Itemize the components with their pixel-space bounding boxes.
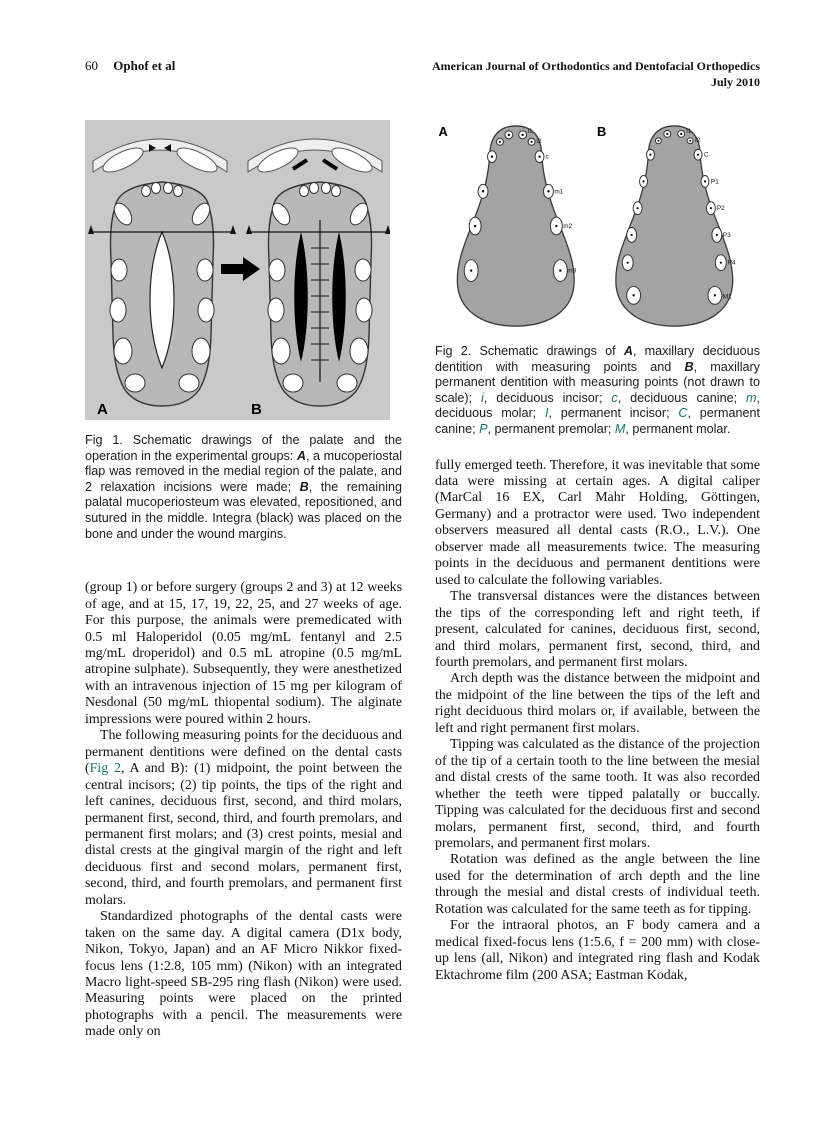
- caption-text: , deciduous molar;: [435, 390, 760, 421]
- tooth-label: i1: [527, 127, 533, 135]
- right-column: [435, 120, 760, 1041]
- figure-1-caption: [85, 433, 402, 542]
- caption-text: , maxillary deciduous dentition with measuring points and: [435, 344, 760, 374]
- caption-text: Fig 1. Schematic drawings of the palate and the operation in the experimental groups:: [85, 433, 402, 463]
- caption-key-M: M: [614, 421, 626, 436]
- fig1-panel-a-letter: A: [97, 401, 108, 418]
- tooth-label: m1: [554, 188, 564, 196]
- paragraph: Rotation was defined as the angle between the line used for the determination of arch depth and the line through the mesial and distal crests of individual teeth. Rotation was calculated for the same teeth as for tipping.: [435, 852, 760, 917]
- paragraph: Tipping was calculated as the distance of the projection of the tip of a certain tooth to the line between the mesial and distal crests of the same tooth. It was also recorded whether the teeth were tipped palatally or buccally. Tipping was calculated for the deciduous first and second molars, permanent first, second, third, and fourth premolars, and permanent first molars.: [435, 737, 760, 851]
- tooth-label: P1: [710, 178, 719, 186]
- caption-panel-a: A: [623, 344, 633, 358]
- figure-1: [85, 120, 402, 425]
- fig1-panel-b-letter: B: [251, 401, 262, 418]
- tooth-label: i2: [536, 137, 542, 145]
- caption-text: , permanent incisor;: [548, 406, 679, 421]
- tooth-label: m3: [567, 267, 577, 275]
- tooth-label: I2: [695, 136, 701, 144]
- issue-date: July 2010: [710, 75, 760, 89]
- caption-key-i: i: [481, 390, 484, 405]
- caption-text: , the remaining palatal mucoperiosteum was elevated, repositioned, and sutured in the middle. Integra (black) was placed on the bone and under the wound margins.: [85, 479, 403, 541]
- caption-text: , a mucoperiostal flap was removed in the medial region of the palate, and 2 relaxation incisions were made;: [85, 448, 402, 494]
- figure-1-image: [85, 120, 390, 420]
- caption-text: Fig 2. Schematic drawings of: [435, 344, 624, 358]
- two-column-layout: [85, 120, 760, 1041]
- paragraph: Arch depth was the distance between the midpoint and the midpoint of the line between the tips of the left and right deciduous third molars or, if available, between the left and right permanent first molars.: [435, 671, 760, 736]
- left-column: [85, 120, 402, 1041]
- running-head-right: [432, 58, 760, 90]
- caption-text: , deciduous canine;: [617, 390, 746, 405]
- figure-2-image: [435, 120, 755, 333]
- tooth-label: P4: [727, 259, 736, 267]
- caption-panel-b: B: [684, 359, 694, 374]
- tooth-label: c: [545, 153, 549, 161]
- caption-text: , maxillary permanent dentition with measuring points (not drawn to scale);: [435, 359, 760, 405]
- caption-key-P: P: [479, 421, 488, 436]
- page-number: 60: [85, 58, 98, 73]
- caption-text: , permanent premolar;: [487, 421, 615, 436]
- caption-text: , permanent molar.: [625, 421, 731, 436]
- tooth-label: m2: [563, 222, 573, 230]
- paragraph: [85, 728, 402, 909]
- fig2-panel-b-letter: B: [596, 123, 607, 139]
- running-head-left: [85, 58, 175, 74]
- journal-name: American Journal of Orthodontics and Dentofacial Orthopedics: [432, 59, 760, 73]
- caption-key-C: C: [678, 406, 688, 421]
- figure-2-caption: [435, 344, 760, 438]
- paragraph: For the intraoral photos, an F body camera and a medical fixed-focus lens (1:5.6, f = 200 mm) with close-up lens (all, Nikon) and integrated ring flash and Kodak Ektachrome film (200 ASA; Eastman Kodak,: [435, 918, 760, 983]
- caption-key-c: c: [611, 390, 618, 405]
- paragraph-text: , A and B): (1) midpoint, the point between the central incisors; (2) tip points, the tips of the right and left canines, deciduous first, second, and third molars, permanent first, second, third, and fourth premolars, and permanent first molars; and (3) crest points, mesial and distal crests at the gingival margin of the right and left deciduous first and second molars, permanent first, second, third, and fourth premolars, and permanent first molars.: [85, 761, 402, 908]
- figure-2: [435, 120, 760, 338]
- caption-panel-b: B: [299, 479, 309, 494]
- caption-key-m: m: [746, 390, 757, 405]
- fig2-arch-a: [457, 126, 576, 326]
- running-authors: Ophof et al: [113, 58, 176, 73]
- caption-text: , permanent canine;: [435, 406, 760, 436]
- tooth-label: M1: [722, 293, 732, 301]
- tooth-label: P2: [716, 205, 725, 213]
- paragraph: Standardized photographs of the dental casts were taken on the same day. A digital camera (D1x body, Nikon, Tokyo, Japan) and an AF Micro Nikkor fixed-focus lens (1:2.8, 105 mm) (Nikon) with an integrated Macro light-speed SB-295 ring flash (Nikon) were used. Measuring points were placed on the printed photographs with a pencil. The measurements were made only on: [85, 909, 402, 1040]
- paragraph: (group 1) or before surgery (groups 2 and 3) at 12 weeks of age, and at 15, 17, 19, 22, 25, and 27 weeks of age. For this purpose, the animals were premedicated with 0.5 ml Haloperidol (0.05 mg/mL fentanyl and 2.5 mg/mL droperidol) and 0.5 mL atropine (0.5 mg/mL atropine sulphate). Subsequently, they were anesthetized with an intravenous injection of 15 mg per kilogram of Nesdonal (50 mg/mL thiopental sodium). The alginate impressions were poured within 2 hours.: [85, 580, 402, 727]
- tooth-label: P3: [722, 231, 731, 239]
- caption-text: , deciduous incisor;: [483, 390, 612, 405]
- fig2-reference-link[interactable]: Fig 2: [89, 761, 121, 777]
- tooth-label: I1: [686, 127, 692, 135]
- fig2-panel-a-letter: A: [438, 123, 448, 139]
- paragraph: fully emerged teeth. Therefore, it was inevitable that some data were missing at certain ages. A digital caliper (MarCal 16 EX, Carl Mahr Holding, Göttingen, Germany) and a protractor were used. Two independent observers measured all dental casts (R.O., L.V.). One observer made all measurements twice. The measuring points in the deciduous and permanent dentitions were used to calculate the following variables.: [435, 457, 760, 588]
- fig2-arch-b: [616, 126, 736, 326]
- caption-key-I: I: [544, 406, 549, 421]
- tooth-label: C: [703, 151, 709, 159]
- paragraph-text: The following measuring points for the deciduous and permanent dentitions were defined on the dental casts (: [85, 728, 402, 777]
- paragraph: The transversal distances were the distances between the tips of the corresponding left and right teeth, if present, calculated for canines, deciduous first, second, and third molars, permanent first, second, third, and fourth premolars, and permanent first molars.: [435, 589, 760, 670]
- caption-panel-a: A: [296, 448, 306, 463]
- page-header: [85, 58, 760, 90]
